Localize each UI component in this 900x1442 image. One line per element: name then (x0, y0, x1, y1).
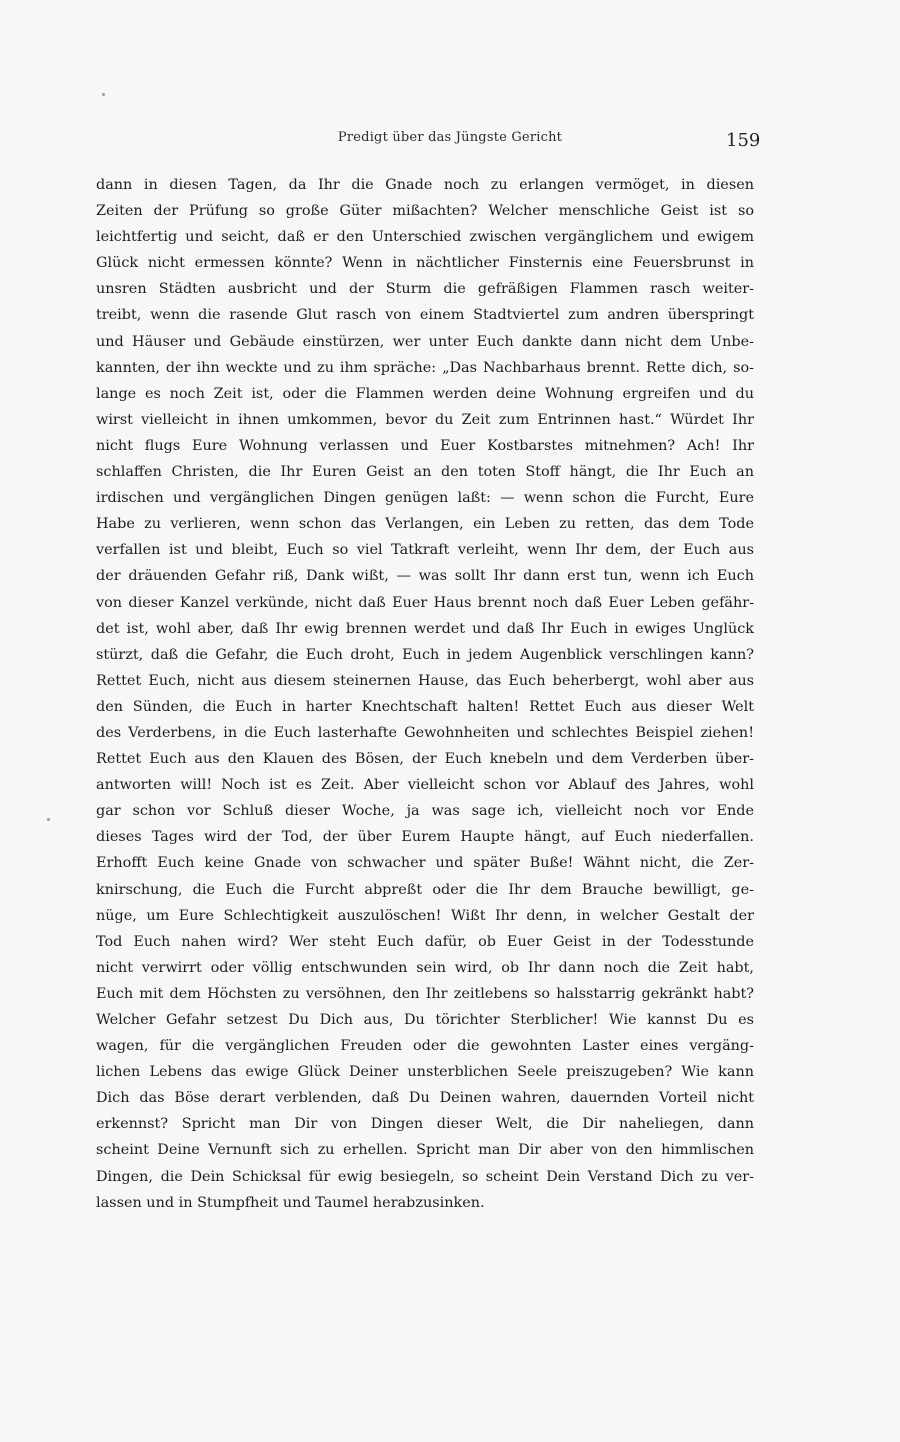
text-line: Welcher Gefahr setzest Du Dich aus, Du törichter Sterblicher! Wie kannst Du es (96, 1012, 754, 1028)
text-line: det ist, wohl aber, daß Ihr ewig brennen werdet und daß Ihr Euch in ewiges Unglück (96, 620, 754, 637)
text-line: verfallen ist und bleibt, Euch so viel Tatkraft verleiht, wenn Ihr dem, der Euch aus (96, 542, 754, 559)
text-line: Euch mit dem Höchsten zu versöhnen, den Ihr zeitlebens so halsstarrig gekränkt habt? (96, 985, 754, 1002)
text-line: nicht verwirrt oder völlig entschwunden sein wird, ob Ihr dann noch die Zeit habt, (96, 959, 754, 976)
text-line: Erhofft Euch keine Gnade von schwacher und später Buße! Wähnt nicht, die Zer- (96, 855, 754, 872)
text-line: Dich das Böse derart verblenden, daß Du Deinen wahren, dauernden Vorteil nicht (96, 1090, 754, 1107)
text-line: und Häuser und Gebäude einstürzen, wer unter Euch dankte dann nicht dem Unbe- (96, 333, 754, 350)
text-line: nüge, um Eure Schlechtigkeit auszulöschen! Wißt Ihr denn, in welcher Gestalt der (96, 907, 754, 924)
text-line: antworten will! Noch ist es Zeit. Aber vielleicht schon vor Ablauf des Jahres, wohl (96, 777, 754, 794)
text-line: wirst vielleicht in ihnen umkommen, bevor du Zeit zum Entrinnen hast.“ Würdet Ihr (96, 411, 754, 428)
text-line: dann in diesen Tagen, da Ihr die Gnade noch zu erlangen vermöget, in diesen (96, 177, 754, 193)
text-line: Habe zu verlieren, wenn schon das Verlangen, ein Leben zu retten, das dem Tode (96, 516, 754, 533)
text-line: schlaffen Christen, die Ihr Euren Geist an den toten Stoff hängt, die Ihr Euch an (96, 464, 754, 481)
text-line: Tod Euch nahen wird? Wer steht Euch dafür, ob Euer Geist in der Todesstunde (96, 933, 754, 950)
text-line: der dräuenden Gefahr riß, Dank wißt, — was sollt Ihr dann erst tun, wenn ich Euch (96, 568, 754, 585)
text-line: erkennst? Spricht man Dir von Dingen dieser Welt, die Dir naheliegen, dann (96, 1116, 754, 1133)
page-speck (47, 818, 50, 821)
text-line: gar schon vor Schluß dieser Woche, ja was sage ich, vielleicht noch vor Ende (96, 803, 754, 820)
text-line: wagen, für die vergänglichen Freuden oder die gewohnten Laster eines vergäng- (96, 1038, 754, 1055)
text-line: knirschung, die Euch die Furcht abpreßt oder die Ihr dem Brauche bewilligt, ge- (96, 881, 754, 898)
text-line: lange es noch Zeit ist, oder die Flammen werden deine Wohnung ergreifen und du (96, 385, 754, 402)
text-line: Glück nicht ermessen könnte? Wenn in nächtlicher Finsternis eine Feuersbrunst in (96, 255, 754, 272)
text-line: Zeiten der Prüfung so große Güter mißachten? Welcher menschliche Geist ist so (96, 203, 754, 220)
text-line: Rettet Euch, nicht aus diesem steinernen Hause, das Euch beherbergt, wohl aber aus (96, 672, 754, 689)
text-line: unsren Städten ausbricht und der Sturm die gefräßigen Flammen rasch weiter- (96, 281, 754, 298)
page-number: 159 (726, 130, 761, 151)
running-head: Predigt über das Jüngste Gericht (337, 130, 563, 145)
page-speck (102, 93, 105, 96)
text-line: leichtfertig und seicht, daß er den Unterschied zwischen vergänglichem und ewigem (96, 229, 754, 246)
text-line: lassen und in Stumpfheit und Taumel herabzusinken. (96, 1194, 485, 1211)
text-line: Rettet Euch aus den Klauen des Bösen, der Euch knebeln und dem Verderben über- (96, 751, 754, 768)
text-line: irdischen und vergänglichen Dingen genügen laßt: — wenn schon die Furcht, Eure (96, 490, 754, 507)
text-line: lichen Lebens das ewige Glück Deiner unsterblichen Seele preiszugeben? Wie kann (96, 1064, 754, 1081)
text-line: scheint Deine Vernunft sich zu erhellen. Spricht man Dir aber von den himmlischen (96, 1142, 754, 1159)
text-line: treibt, wenn die rasende Glut rasch von einem Stadtviertel zum andren überspringt (96, 307, 754, 324)
text-line: nicht flugs Eure Wohnung verlassen und Euer Kostbarstes mitnehmen? Ach! Ihr (96, 437, 754, 454)
text-line: Dingen, die Dein Schicksal für ewig besiegeln, so scheint Dein Verstand Dich zu ver- (96, 1168, 754, 1185)
body-text (96, 172, 754, 1216)
text-line: kannten, der ihn weckte und zu ihm spräche: „Das Nachbarhaus brennt. Rette dich, so- (96, 359, 754, 376)
text-line: dieses Tages wird der Tod, der über Eurem Haupte hängt, auf Euch niederfallen. (96, 829, 754, 846)
text-line: stürzt, daß die Gefahr, die Euch droht, Euch in jedem Augenblick verschlingen kann? (96, 646, 754, 663)
text-line: den Sünden, die Euch in harter Knechtschaft halten! Rettet Euch aus dieser Welt (96, 698, 754, 715)
text-line: von dieser Kanzel verkünde, nicht daß Euer Haus brennt noch daß Euer Leben gefähr- (96, 594, 754, 611)
text-line: des Verderbens, in die Euch lasterhafte Gewohnheiten und schlechtes Beispiel ziehen! (96, 724, 754, 741)
